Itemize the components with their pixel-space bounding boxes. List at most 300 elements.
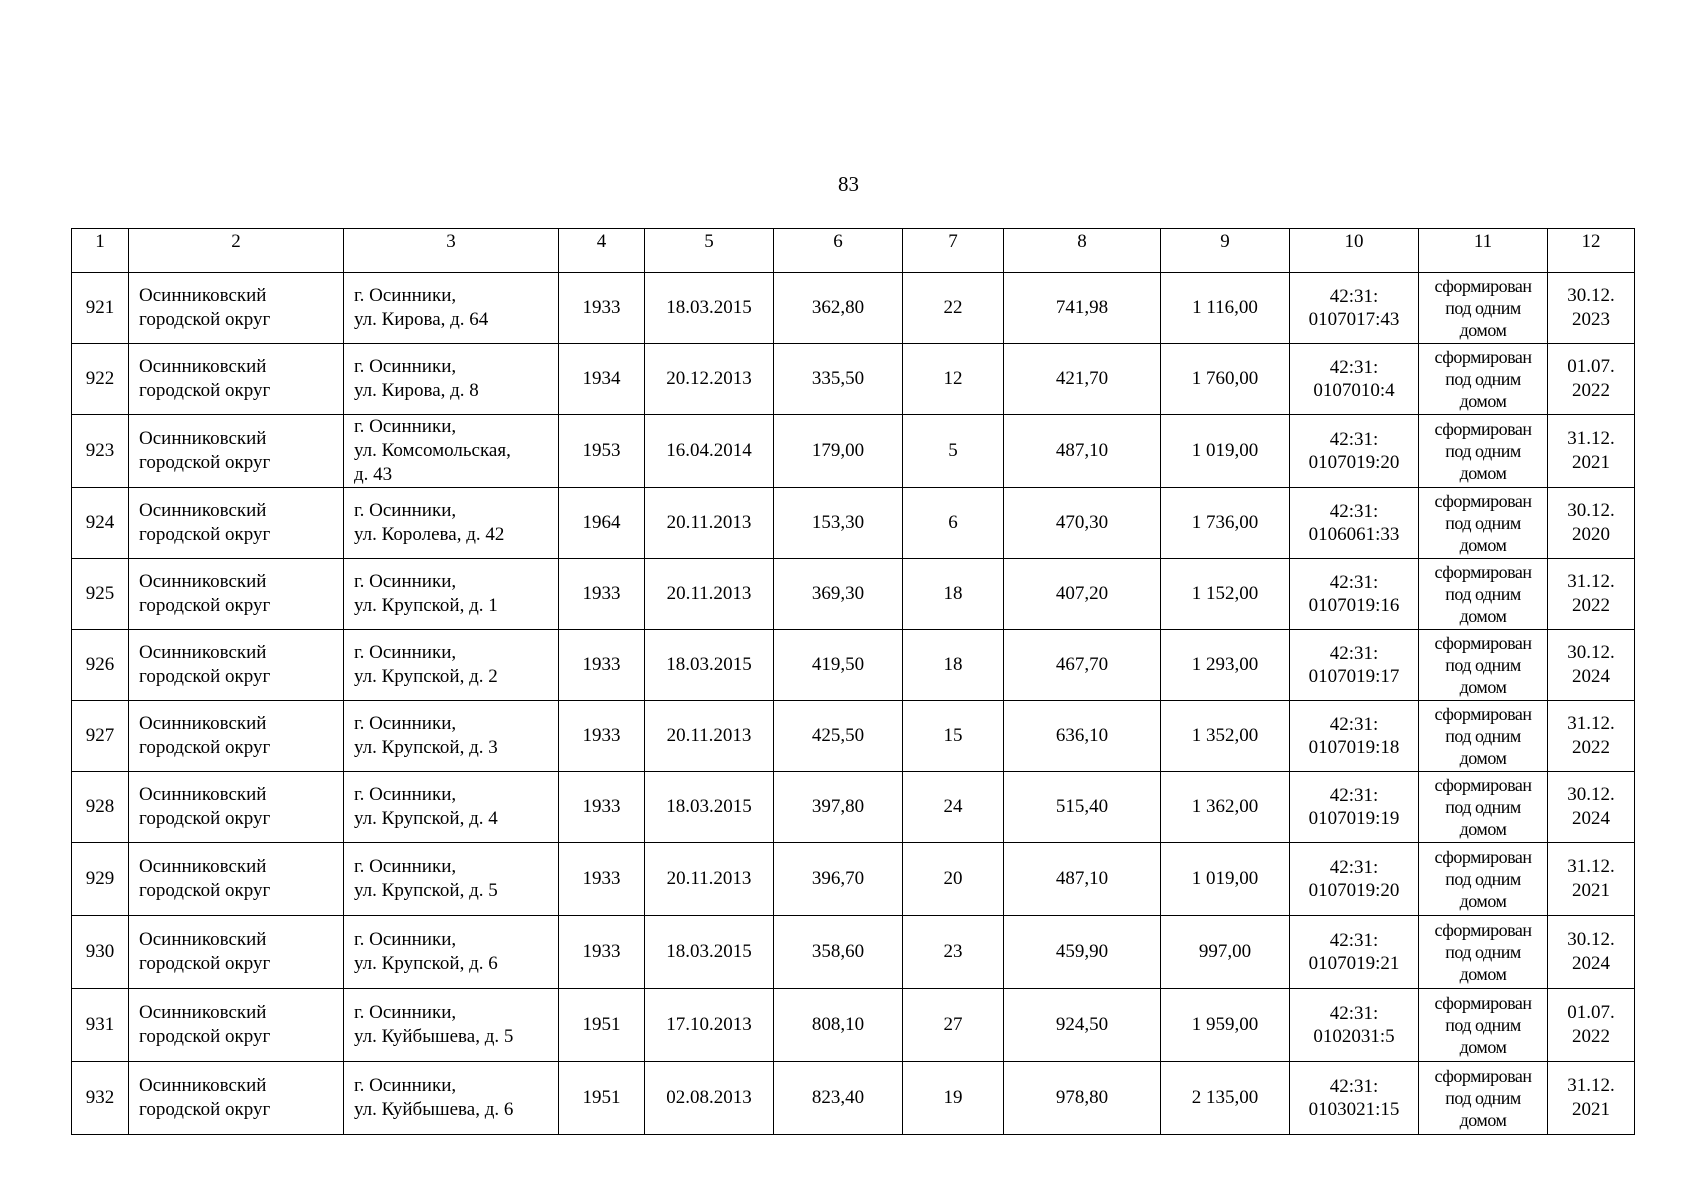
cadastral-number-cell-line: 42:31:: [1329, 714, 1379, 735]
municipality-cell-line: Осинниковский: [139, 571, 267, 592]
status-cell-line: сформирован: [1434, 704, 1532, 724]
cadastral-number-cell: [1290, 630, 1419, 701]
status-cell: [1419, 916, 1548, 989]
cadastral-number-cell-line: 42:31:: [1329, 429, 1379, 450]
value-9-cell: 1 959,00: [1161, 989, 1290, 1062]
row-number: 924: [72, 488, 129, 559]
table-row: [72, 916, 1635, 989]
column-header-2: 2: [129, 229, 344, 273]
status-cell: [1419, 559, 1548, 630]
status-cell-line: под одним: [1445, 869, 1521, 889]
row-number: 929: [72, 843, 129, 916]
deadline-cell-line: 2021: [1572, 452, 1610, 473]
row-number: 932: [72, 1062, 129, 1135]
municipality-cell: [129, 273, 344, 344]
municipality-cell: [129, 772, 344, 843]
status-cell-line: под одним: [1445, 655, 1521, 675]
date-cell: 20.11.2013: [645, 843, 774, 916]
table-row: [72, 415, 1635, 488]
date-cell: 20.11.2013: [645, 488, 774, 559]
value-8-cell: 487,10: [1004, 843, 1161, 916]
municipality-cell-line: городской округ: [139, 808, 271, 829]
status-cell-line: под одним: [1445, 584, 1521, 604]
area-cell: 823,40: [774, 1062, 903, 1135]
deadline-cell-line: 2022: [1572, 737, 1610, 758]
table-body: [72, 273, 1635, 1135]
address-cell-line: ул. Кирова, д. 8: [354, 380, 479, 401]
column-header-9: 9: [1161, 229, 1290, 273]
status-cell-line: домом: [1459, 677, 1507, 697]
deadline-cell-line: 30.12.: [1567, 784, 1615, 805]
municipality-cell-line: городской округ: [139, 595, 271, 616]
address-cell-line: г. Осинники,: [354, 856, 457, 877]
status-cell: [1419, 415, 1548, 488]
deadline-cell: [1548, 772, 1635, 843]
value-9-cell: 997,00: [1161, 916, 1290, 989]
cadastral-number-cell-line: 42:31:: [1329, 857, 1379, 878]
date-cell: 18.03.2015: [645, 772, 774, 843]
value-8-cell: 459,90: [1004, 916, 1161, 989]
status-cell-line: домом: [1459, 535, 1507, 555]
value-9-cell: 1 293,00: [1161, 630, 1290, 701]
count-cell: 23: [903, 916, 1004, 989]
row-number: 930: [72, 916, 129, 989]
year-cell: 1933: [559, 916, 645, 989]
status-cell-line: домом: [1459, 891, 1507, 911]
deadline-cell-line: 2024: [1572, 666, 1610, 687]
address-cell-line: ул. Куйбышева, д. 5: [354, 1026, 514, 1047]
status-cell-line: под одним: [1445, 441, 1521, 461]
cadastral-number-cell: [1290, 772, 1419, 843]
status-cell: [1419, 843, 1548, 916]
address-cell-line: ул. Куйбышева, д. 6: [354, 1099, 514, 1120]
area-cell: 808,10: [774, 989, 903, 1062]
date-cell: 18.03.2015: [645, 273, 774, 344]
status-cell-line: сформирован: [1434, 491, 1532, 511]
status-cell: [1419, 701, 1548, 772]
status-cell-line: сформирован: [1434, 419, 1532, 439]
municipality-cell: [129, 630, 344, 701]
municipality-cell-line: Осинниковский: [139, 713, 267, 734]
deadline-cell-line: 31.12.: [1567, 428, 1615, 449]
deadline-cell-line: 2022: [1572, 1026, 1610, 1047]
municipality-cell: [129, 701, 344, 772]
count-cell: 24: [903, 772, 1004, 843]
value-9-cell: 1 019,00: [1161, 843, 1290, 916]
row-number: 931: [72, 989, 129, 1062]
cadastral-number-cell: [1290, 415, 1419, 488]
date-cell: 18.03.2015: [645, 916, 774, 989]
municipality-cell: [129, 488, 344, 559]
cadastral-number-cell-line: 0107019:19: [1308, 808, 1400, 829]
table-row: [72, 989, 1635, 1062]
table-row: [72, 630, 1635, 701]
status-cell: [1419, 344, 1548, 415]
address-cell-line: г. Осинники,: [354, 642, 457, 663]
cadastral-number-cell: [1290, 488, 1419, 559]
status-cell-line: сформирован: [1434, 993, 1532, 1013]
date-cell: 20.11.2013: [645, 701, 774, 772]
address-cell-line: ул. Крупской, д. 5: [354, 880, 498, 901]
count-cell: 19: [903, 1062, 1004, 1135]
column-header-5: 5: [645, 229, 774, 273]
row-number: 923: [72, 415, 129, 488]
address-cell: [344, 1062, 559, 1135]
count-cell: 15: [903, 701, 1004, 772]
date-cell: 17.10.2013: [645, 989, 774, 1062]
year-cell: 1933: [559, 701, 645, 772]
municipality-cell-line: Осинниковский: [139, 500, 267, 521]
count-cell: 5: [903, 415, 1004, 488]
column-header-10: 10: [1290, 229, 1419, 273]
area-cell: 396,70: [774, 843, 903, 916]
value-8-cell: 515,40: [1004, 772, 1161, 843]
status-cell-line: домом: [1459, 748, 1507, 768]
address-cell-line: ул. Крупской, д. 1: [354, 595, 498, 616]
year-cell: 1933: [559, 630, 645, 701]
address-cell-line: ул. Крупской, д. 2: [354, 666, 498, 687]
table-row: [72, 559, 1635, 630]
area-cell: 419,50: [774, 630, 903, 701]
status-cell-line: под одним: [1445, 298, 1521, 318]
status-cell-line: под одним: [1445, 1015, 1521, 1035]
address-cell: [344, 488, 559, 559]
address-cell-line: г. Осинники,: [354, 1002, 457, 1023]
page-number: 83: [838, 172, 859, 196]
deadline-cell-line: 30.12.: [1567, 929, 1615, 950]
year-cell: 1951: [559, 989, 645, 1062]
cadastral-number-cell-line: 0107019:18: [1308, 737, 1400, 758]
status-cell-line: домом: [1459, 463, 1507, 483]
year-cell: 1933: [559, 559, 645, 630]
status-cell-line: домом: [1459, 819, 1507, 839]
municipality-cell-line: городской округ: [139, 880, 271, 901]
deadline-cell-line: 2024: [1572, 953, 1610, 974]
municipality-cell-line: Осинниковский: [139, 1075, 267, 1096]
table-row: [72, 488, 1635, 559]
status-cell-line: сформирован: [1434, 633, 1532, 653]
cadastral-number-cell: [1290, 273, 1419, 344]
deadline-cell-line: 2024: [1572, 808, 1610, 829]
date-cell: 02.08.2013: [645, 1062, 774, 1135]
address-cell: [344, 273, 559, 344]
address-cell-line: г. Осинники,: [354, 285, 457, 306]
value-8-cell: 421,70: [1004, 344, 1161, 415]
cadastral-number-cell: [1290, 701, 1419, 772]
address-cell-line: ул. Крупской, д. 4: [354, 808, 498, 829]
date-cell: 20.11.2013: [645, 559, 774, 630]
area-cell: 179,00: [774, 415, 903, 488]
municipality-cell: [129, 559, 344, 630]
address-cell-line: г. Осинники,: [354, 1075, 457, 1096]
municipality-cell-line: Осинниковский: [139, 356, 267, 377]
deadline-cell: [1548, 273, 1635, 344]
cadastral-number-cell: [1290, 843, 1419, 916]
cadastral-number-cell-line: 0107010:4: [1313, 380, 1395, 401]
address-cell: [344, 415, 559, 488]
municipality-cell: [129, 843, 344, 916]
year-cell: 1953: [559, 415, 645, 488]
value-8-cell: 407,20: [1004, 559, 1161, 630]
deadline-cell-line: 31.12.: [1567, 1075, 1615, 1096]
municipality-cell-line: Осинниковский: [139, 856, 267, 877]
deadline-cell-line: 2023: [1572, 309, 1610, 330]
cadastral-number-cell-line: 0103021:15: [1308, 1099, 1400, 1120]
table-row: [72, 701, 1635, 772]
address-cell-line: г. Осинники,: [354, 500, 457, 521]
cadastral-number-cell-line: 0107019:21: [1308, 953, 1400, 974]
status-cell-line: домом: [1459, 1037, 1507, 1057]
status-cell-line: сформирован: [1434, 1066, 1532, 1086]
deadline-cell-line: 30.12.: [1567, 500, 1615, 521]
status-cell-line: под одним: [1445, 369, 1521, 389]
value-8-cell: 924,50: [1004, 989, 1161, 1062]
cadastral-number-cell: [1290, 989, 1419, 1062]
status-cell-line: сформирован: [1434, 562, 1532, 582]
column-header-12: 12: [1548, 229, 1635, 273]
area-cell: 335,50: [774, 344, 903, 415]
municipality-cell-line: Осинниковский: [139, 929, 267, 950]
area-cell: 153,30: [774, 488, 903, 559]
address-cell: [344, 772, 559, 843]
row-number: 928: [72, 772, 129, 843]
date-cell: 18.03.2015: [645, 630, 774, 701]
municipality-cell-line: Осинниковский: [139, 285, 267, 306]
cadastral-number-cell-line: 42:31:: [1329, 1076, 1379, 1097]
municipality-cell: [129, 916, 344, 989]
deadline-cell: [1548, 488, 1635, 559]
status-cell-line: сформирован: [1434, 347, 1532, 367]
count-cell: 22: [903, 273, 1004, 344]
area-cell: 397,80: [774, 772, 903, 843]
column-header-3: 3: [344, 229, 559, 273]
status-cell: [1419, 772, 1548, 843]
header-row: [72, 229, 1635, 273]
table-row: [72, 1062, 1635, 1135]
cadastral-number-cell-line: 42:31:: [1329, 286, 1379, 307]
housing-register-table: [71, 228, 1635, 1135]
deadline-cell-line: 2021: [1572, 880, 1610, 901]
cadastral-number-cell: [1290, 1062, 1419, 1135]
cadastral-number-cell-line: 0107019:16: [1308, 595, 1400, 616]
address-cell: [344, 916, 559, 989]
municipality-cell-line: городской округ: [139, 452, 271, 473]
value-9-cell: 1 362,00: [1161, 772, 1290, 843]
address-cell-line: г. Осинники,: [354, 713, 457, 734]
deadline-cell-line: 31.12.: [1567, 713, 1615, 734]
year-cell: 1933: [559, 273, 645, 344]
deadline-cell-line: 31.12.: [1567, 571, 1615, 592]
value-9-cell: 1 116,00: [1161, 273, 1290, 344]
status-cell-line: под одним: [1445, 1088, 1521, 1108]
year-cell: 1964: [559, 488, 645, 559]
value-8-cell: 978,80: [1004, 1062, 1161, 1135]
area-cell: 369,30: [774, 559, 903, 630]
address-cell: [344, 989, 559, 1062]
deadline-cell-line: 2020: [1572, 524, 1610, 545]
count-cell: 18: [903, 559, 1004, 630]
status-cell-line: сформирован: [1434, 775, 1532, 795]
cadastral-number-cell-line: 0107019:20: [1308, 452, 1400, 473]
value-9-cell: 2 135,00: [1161, 1062, 1290, 1135]
status-cell-line: домом: [1459, 320, 1507, 340]
deadline-cell-line: 01.07.: [1567, 356, 1615, 377]
count-cell: 12: [903, 344, 1004, 415]
cadastral-number-cell-line: 42:31:: [1329, 357, 1379, 378]
count-cell: 18: [903, 630, 1004, 701]
status-cell: [1419, 488, 1548, 559]
value-9-cell: 1 019,00: [1161, 415, 1290, 488]
value-8-cell: 467,70: [1004, 630, 1161, 701]
municipality-cell-line: Осинниковский: [139, 1002, 267, 1023]
deadline-cell-line: 31.12.: [1567, 856, 1615, 877]
deadline-cell-line: 30.12.: [1567, 285, 1615, 306]
row-number: 925: [72, 559, 129, 630]
municipality-cell-line: городской округ: [139, 309, 271, 330]
address-cell: [344, 701, 559, 772]
municipality-cell-line: городской округ: [139, 953, 271, 974]
status-cell-line: под одним: [1445, 797, 1521, 817]
deadline-cell: [1548, 630, 1635, 701]
cadastral-number-cell-line: 0106061:33: [1308, 524, 1400, 545]
column-header-4: 4: [559, 229, 645, 273]
count-cell: 6: [903, 488, 1004, 559]
table-row: [72, 843, 1635, 916]
status-cell-line: сформирован: [1434, 847, 1532, 867]
table-row: [72, 344, 1635, 415]
deadline-cell-line: 01.07.: [1567, 1002, 1615, 1023]
year-cell: 1934: [559, 344, 645, 415]
address-cell-line: ул. Королева, д. 42: [354, 524, 505, 545]
date-cell: 20.12.2013: [645, 344, 774, 415]
row-number: 922: [72, 344, 129, 415]
deadline-cell: [1548, 989, 1635, 1062]
cadastral-number-cell-line: 0107017:43: [1308, 309, 1400, 330]
cadastral-number-cell: [1290, 916, 1419, 989]
municipality-cell-line: городской округ: [139, 380, 271, 401]
area-cell: 358,60: [774, 916, 903, 989]
address-cell-line: г. Осинники,: [354, 571, 457, 592]
address-cell-line: ул. Кирова, д. 64: [354, 309, 489, 330]
municipality-cell: [129, 989, 344, 1062]
cadastral-number-cell-line: 42:31:: [1329, 930, 1379, 951]
municipality-cell-line: Осинниковский: [139, 642, 267, 663]
area-cell: 362,80: [774, 273, 903, 344]
value-9-cell: 1 152,00: [1161, 559, 1290, 630]
deadline-cell: [1548, 415, 1635, 488]
value-8-cell: 470,30: [1004, 488, 1161, 559]
deadline-cell-line: 2022: [1572, 380, 1610, 401]
cadastral-number-cell: [1290, 559, 1419, 630]
address-cell-line: ул. Комсомольская,: [354, 440, 511, 461]
address-cell-line: д. 43: [354, 464, 393, 485]
column-header-6: 6: [774, 229, 903, 273]
row-number: 927: [72, 701, 129, 772]
status-cell-line: под одним: [1445, 942, 1521, 962]
municipality-cell: [129, 1062, 344, 1135]
status-cell-line: домом: [1459, 391, 1507, 411]
deadline-cell: [1548, 344, 1635, 415]
address-cell-line: г. Осинники,: [354, 784, 457, 805]
address-cell: [344, 344, 559, 415]
value-8-cell: 741,98: [1004, 273, 1161, 344]
deadline-cell-line: 30.12.: [1567, 642, 1615, 663]
deadline-cell: [1548, 843, 1635, 916]
cadastral-number-cell-line: 42:31:: [1329, 643, 1379, 664]
deadline-cell: [1548, 701, 1635, 772]
municipality-cell-line: городской округ: [139, 524, 271, 545]
status-cell-line: под одним: [1445, 513, 1521, 533]
status-cell-line: сформирован: [1434, 920, 1532, 940]
address-cell-line: г. Осинники,: [354, 416, 457, 437]
status-cell-line: сформирован: [1434, 276, 1532, 296]
column-header-1: 1: [72, 229, 129, 273]
address-cell-line: г. Осинники,: [354, 356, 457, 377]
deadline-cell: [1548, 1062, 1635, 1135]
year-cell: 1933: [559, 843, 645, 916]
municipality-cell-line: городской округ: [139, 1099, 271, 1120]
cadastral-number-cell: [1290, 344, 1419, 415]
status-cell: [1419, 1062, 1548, 1135]
municipality-cell-line: городской округ: [139, 666, 271, 687]
status-cell: [1419, 273, 1548, 344]
cadastral-number-cell-line: 42:31:: [1329, 1003, 1379, 1024]
cadastral-number-cell-line: 42:31:: [1329, 572, 1379, 593]
cadastral-number-cell-line: 42:31:: [1329, 501, 1379, 522]
address-cell-line: ул. Крупской, д. 3: [354, 737, 498, 758]
municipality-cell-line: Осинниковский: [139, 428, 267, 449]
deadline-cell: [1548, 916, 1635, 989]
municipality-cell-line: Осинниковский: [139, 784, 267, 805]
row-number: 926: [72, 630, 129, 701]
column-header-11: 11: [1419, 229, 1548, 273]
value-9-cell: 1 352,00: [1161, 701, 1290, 772]
cadastral-number-cell-line: 0107019:20: [1308, 880, 1400, 901]
address-cell: [344, 630, 559, 701]
municipality-cell-line: городской округ: [139, 737, 271, 758]
address-cell-line: ул. Крупской, д. 6: [354, 953, 498, 974]
status-cell-line: под одним: [1445, 726, 1521, 746]
municipality-cell: [129, 344, 344, 415]
value-9-cell: 1 760,00: [1161, 344, 1290, 415]
status-cell-line: домом: [1459, 964, 1507, 984]
date-cell: 16.04.2014: [645, 415, 774, 488]
row-number: 921: [72, 273, 129, 344]
count-cell: 20: [903, 843, 1004, 916]
municipality-cell: [129, 415, 344, 488]
column-header-8: 8: [1004, 229, 1161, 273]
value-8-cell: 636,10: [1004, 701, 1161, 772]
address-cell: [344, 559, 559, 630]
column-header-7: 7: [903, 229, 1004, 273]
address-cell: [344, 843, 559, 916]
deadline-cell: [1548, 559, 1635, 630]
status-cell-line: домом: [1459, 606, 1507, 626]
count-cell: 27: [903, 989, 1004, 1062]
status-cell: [1419, 630, 1548, 701]
area-cell: 425,50: [774, 701, 903, 772]
table-row: [72, 772, 1635, 843]
cadastral-number-cell-line: 0102031:5: [1313, 1026, 1395, 1047]
value-8-cell: 487,10: [1004, 415, 1161, 488]
municipality-cell-line: городской округ: [139, 1026, 271, 1047]
value-9-cell: 1 736,00: [1161, 488, 1290, 559]
year-cell: 1951: [559, 1062, 645, 1135]
deadline-cell-line: 2022: [1572, 595, 1610, 616]
status-cell: [1419, 989, 1548, 1062]
year-cell: 1933: [559, 772, 645, 843]
table-row: [72, 273, 1635, 344]
